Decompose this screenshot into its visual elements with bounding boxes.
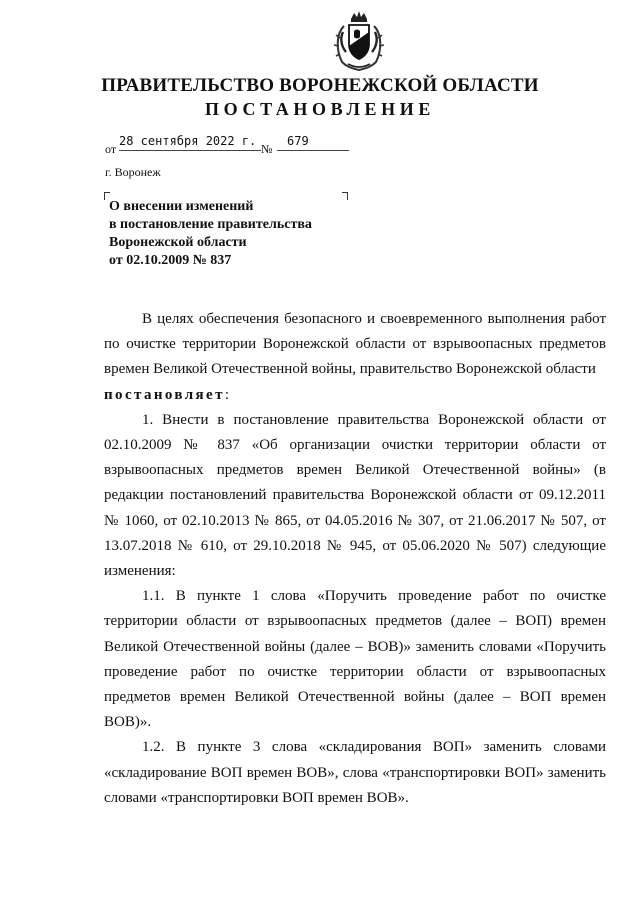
number-underline [277,150,349,151]
item-1-paragraph: 1. Внести в постановление правительства Воронежской области от 02.10.2009 № 837 «Об организации очистки территории области от взрывоопасных предметов времен Великой Отечественной войны» (в редакции постановлений правительства Воронежской области от 09.12.2011 № 1060, от 02.10.2013 № 865, от 04.05.2016 № 307, от 21.06.2017 № 507, от 13.07.2018 № 610, от 29.10.2018 № 945, от 05.06.2020 № 507) следующие изменения: [104,411,606,580]
number-label: № [261,142,273,156]
document-number: 679 [287,134,309,148]
subject-line: О внесении изменений [109,199,254,214]
preamble-paragraph: В целях обеспечения безопасного и своевременного выполнения работ по очистке территории Воронежской области от взрывоопасных предметов времен Великой Отечественной войны, правительство Воронежской области [104,311,606,378]
date-number-line [105,133,365,157]
date-underline [119,150,261,151]
city: г. Воронеж [105,165,161,179]
document-date: 28 сентября 2022 г. [119,134,257,148]
subject-line: Воронежской области [109,235,247,250]
resolves-colon: : [224,386,230,403]
subject-line: в постановление правительства [109,217,312,232]
from-label: от [105,142,117,156]
resolves-line [104,383,606,408]
organization-title: ПРАВИТЕЛЬСТВО ВОРОНЕЖСКОЙ ОБЛАСТИ [101,75,539,96]
subject-block [109,198,312,270]
subject-corner-right-mark [342,192,348,200]
subject-line: от 02.10.2009 № 837 [109,253,232,268]
resolves-word: постановляет [104,386,225,403]
item-1-2-paragraph: 1.2. В пункте 3 слова «складирования ВОП» заменить словами «складирование ВОП времен ВОВ», слова «транспортировки ВОП» заменить словами «транспортировки ВОП времен ВОВ». [104,739,606,806]
item-1-1-paragraph: 1.1. В пункте 1 слова «Поручить проведение работ по очистке территории области от взрывоопасных предметов (далее – ВОП) времен Великой Отечественной войны (далее – ВОВ)» заменить словами «Поручить проведение работ по очистке территории области от взрывоопасных предметов времен Великой Отечественной войны (далее – ВОП времен ВОВ)». [104,588,606,731]
coat-of-arms-icon [328,10,390,72]
document-type-title: ПОСТАНОВЛЕНИЕ [205,99,435,119]
document-body [104,307,606,811]
